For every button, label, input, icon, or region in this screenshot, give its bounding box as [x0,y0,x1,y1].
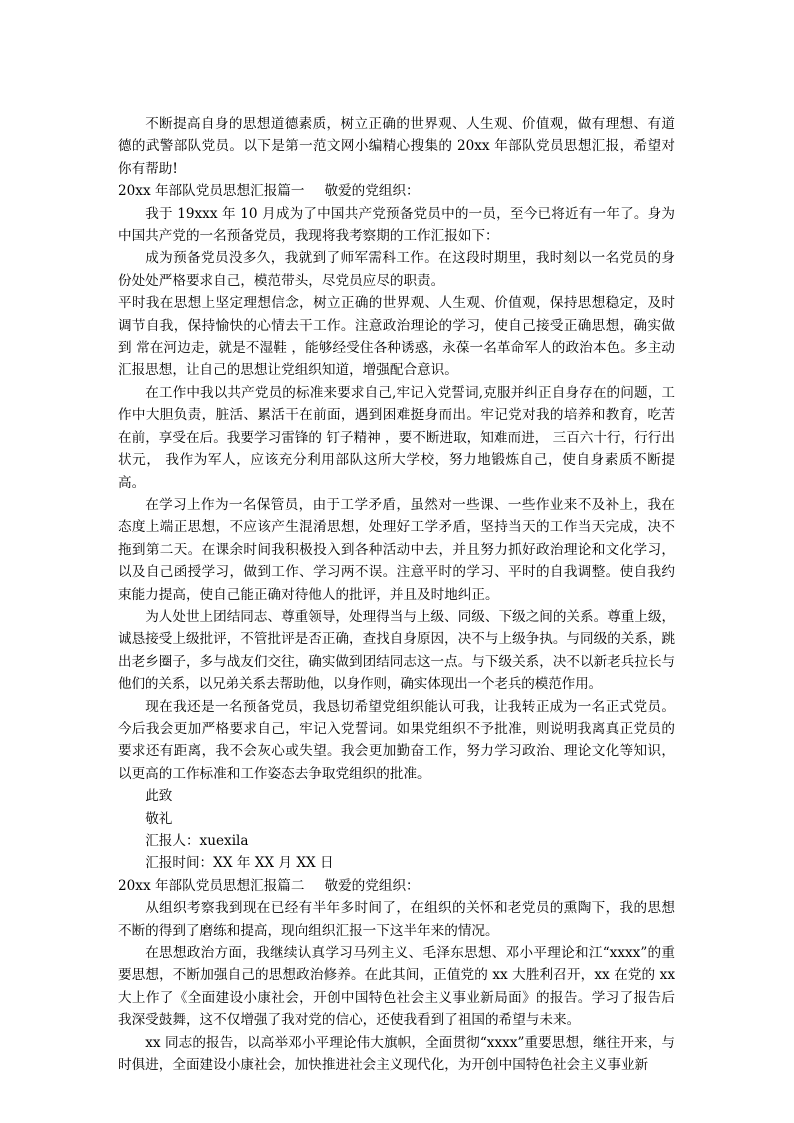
closing-line: 此致 [145,788,173,805]
closing-line: 敬礼 [145,810,173,827]
report1-paragraph: 平时我在思想上坚定理想信念，树立正确的世界观、人生观、价值观，保持思想稳定，及时调节自我，保持愉快的心情去干工作。注意政治理论的学习，使自己接受正确思想，确实做到 常在河边走，就是不湿鞋 ，能够经受住各种诱惑，永葆一名革命军人的政治本色。多主动汇报思想，让自己的思想让党组织知道，增强配合意识。 [118,295,675,379]
report2-heading [118,875,675,897]
report1-paragraph: 在工作中我以共产党员的标准来要求自己,牢记入党誓词,克服并纠正自身存在的问题，工作中大胆负责，脏活、累活干在前面，遇到困难挺身而出。牢记党对我的培养和教育，吃苦在前，享受在后。我要学习雷锋的 钉子精神 ，要不断进取，知难而进， 三百六十行，行行出状元， 我作为军人，应该充分利用部队这所大学校，努力地锻炼自己，使自身素质不断提高。 [118,384,675,491]
report1-salutation: 敬爱的党组织： [324,183,420,200]
report1-title: 20xx 年部队党员思想汇报篇一 [118,183,305,200]
report1-paragraph: 为人处世上团结同志、尊重领导，处理得当与上级、同级、下级之间的关系。尊重上级，诚恳接受上级批评，不管批评是否正确，查找自身原因，决不与上级争执。与同级的关系，跳出老乡圈子，多与战友们交往，确实做到团结同志这一点。与下级关系，决不以新老兵拉长与他们的关系，以兄弟关系去帮助他，以身作则，确实体现出一个老兵的模范作用。 [118,608,675,693]
report2-paragraph: 从组织考察我到现在已经有半年多时间了，在组织的关怀和老党员的熏陶下，我的思想不断的得到了磨练和提高，现向组织汇报一下这半年来的情况。 [118,900,675,939]
report-date-line: 汇报时间：XX 年 XX 月 XX 日 [145,855,334,872]
report2-salutation: 敬爱的党组织： [324,877,420,894]
report1-paragraph: 我于 19xxx 年 10 月成为了中国共产党预备党员中的一员，至今已将近有一年了。身为中国共产党的一名预备党员，我现将我考察期的工作汇报如下： [118,205,675,245]
report1-paragraph: 在学习上作为一名保管员，由于工学矛盾，虽然对一些课、一些作业来不及补上，我在态度上端正思想，不应该产生混淆思想，处理好工学矛盾，坚持当天的工作当天完成，决不拖到第二天。在课余时间我积极投入到各种活动中去，并且努力抓好政治理论和文化学习，以及自己函授学习，做到工作、学习两不误。注意平时的学习、平时的自我调整。使自我约束能力提高，使自己能正确对待他人的批评，并且及时地纠正。 [118,496,675,603]
report2-paragraph: 在思想政治方面，我继续认真学习马列主义、毛泽东思想、邓小平理论和江“xxxx”的重要思想，不断加强自己的思想政治修养。在此其间，正值党的 xx 大胜利召开，xx 在党的 xx 大上作了《全面建设小康社会，开创中国特色社会主义事业新局面》的报告。学习了报告后我深受鼓舞，这不仅增强了我对党的信心，还使我看到了祖国的希望与未来。 [118,945,675,1029]
intro-paragraph: 不断提高自身的思想道德素质，树立正确的世界观、人生观、价值观，做有理想、有道德的武警部队党员。以下是第一范文网小编精心搜集的 20xx 年部队党员思想汇报，希望对你有帮助! [118,116,675,177]
document-page [118,113,675,1076]
report1-paragraph: 成为预备党员没多久，我就到了师军需科工作。在这段时期里，我时刻以一名党员的身份处处严格要求自己，模范带头，尽党员应尽的职责。 [118,250,675,289]
report1-paragraph: 现在我还是一名预备党员，我恳切希望党组织能认可我，让我转正成为一名正式党员。今后我会更加严格要求自己，牢记入党誓词。如果党组织不予批准，则说明我离真正党员的要求还有距离，我不会灰心或失望。我会更加勤奋工作，努力学习政治、理论文化等知识，以更高的工作标准和工作姿态去争取党组织的批准。 [118,698,675,782]
report2-title: 20xx 年部队党员思想汇报篇二 [118,877,305,894]
report1-heading [118,180,675,202]
reporter-line: 汇报人：xuexila [145,833,249,849]
report2-paragraph: xx 同志的报告，以高举邓小平理论伟大旗帜，全面贯彻“xxxx”重要思想，继往开来，与时俱进，全面建设小康社会，加快推进社会主义现代化，为开创中国特色社会主义事业新 [118,1034,675,1074]
